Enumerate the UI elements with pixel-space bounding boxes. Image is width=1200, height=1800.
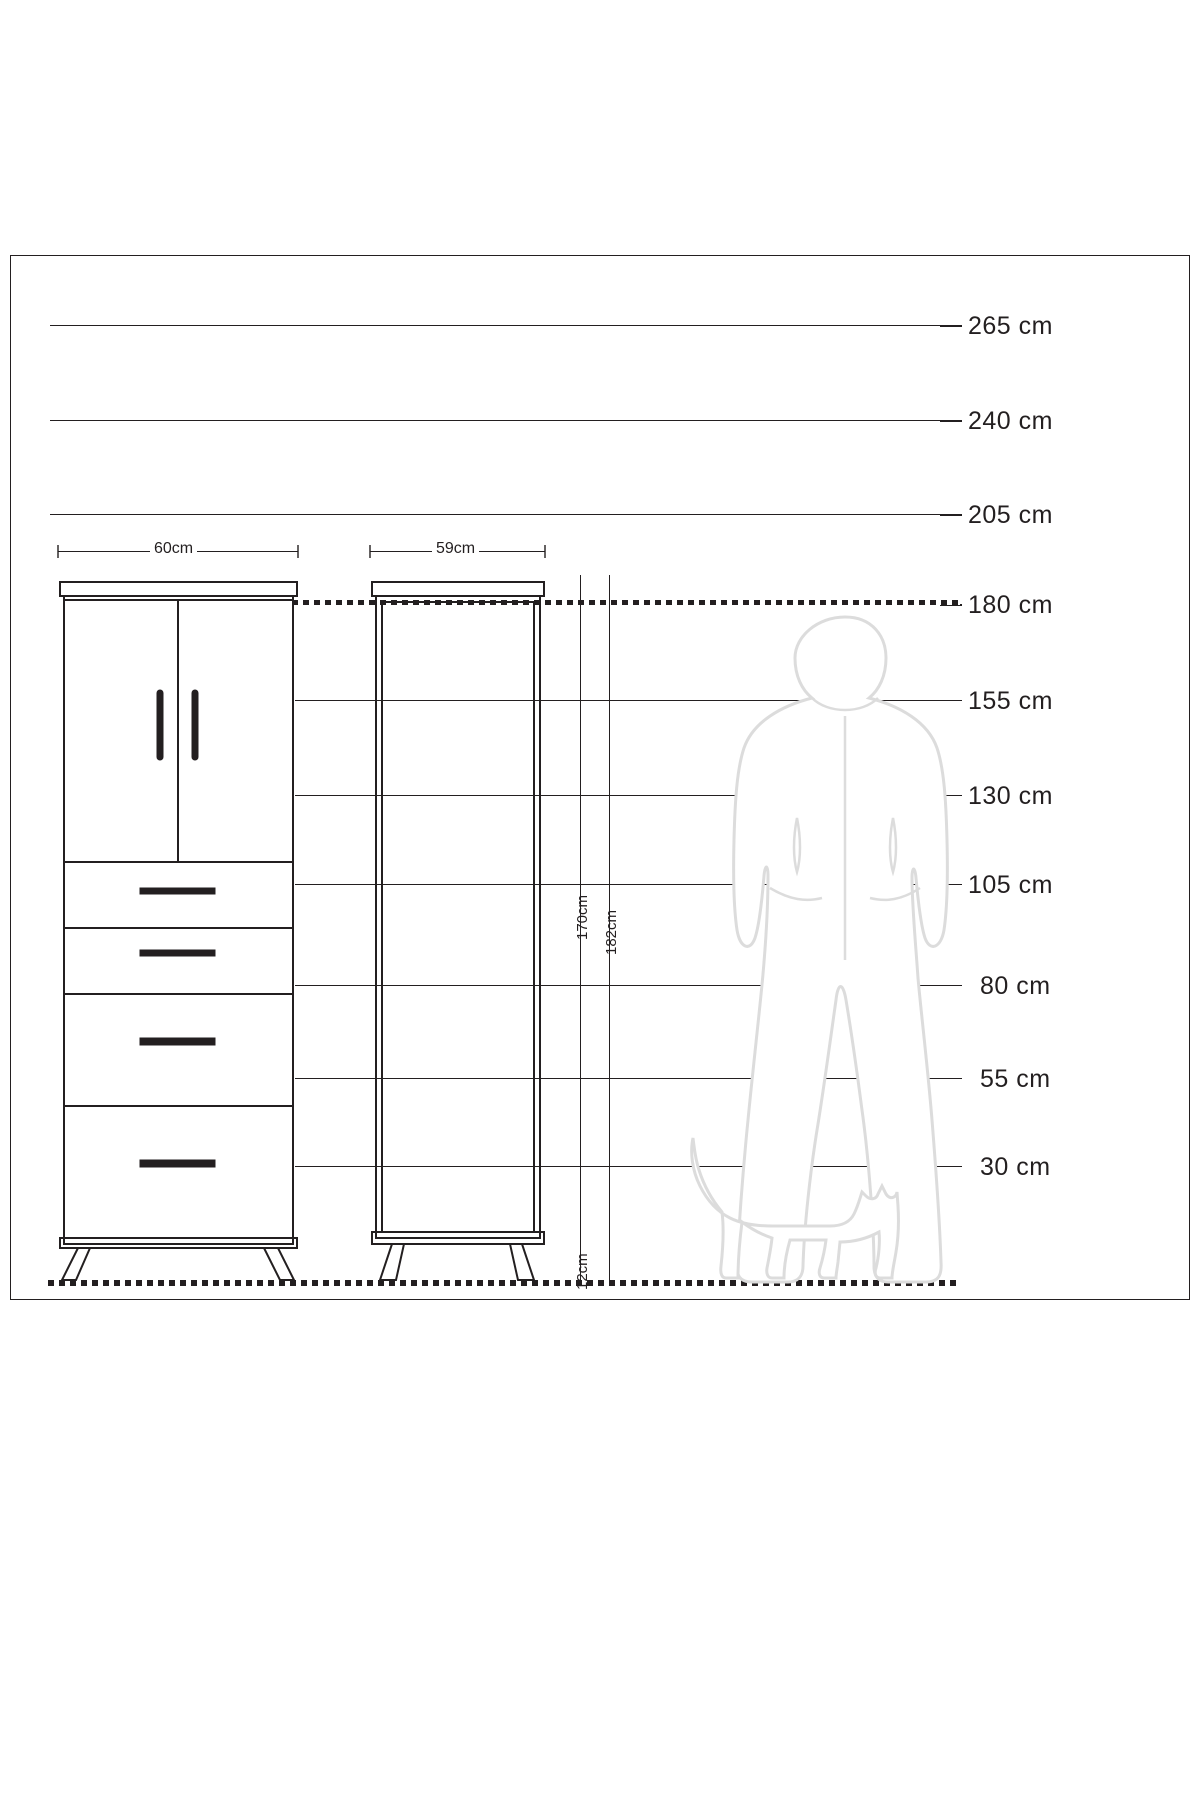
scale-label-55: 55 cm	[980, 1065, 1051, 1093]
vertical-dimension-label-170: 170cm	[574, 894, 591, 940]
reference-line-155	[295, 700, 962, 701]
scale-label-240: 240 cm	[968, 407, 1053, 435]
reference-line-240	[50, 420, 948, 421]
scale-label-155: 155 cm	[968, 687, 1053, 715]
reference-line-30	[295, 1166, 962, 1167]
scale-label-30: 30 cm	[980, 1153, 1051, 1181]
tick-205	[940, 514, 962, 516]
dashed-floor-line	[48, 1280, 960, 1286]
vertical-dimension-label-12: 12cm	[574, 1253, 591, 1290]
width-dimension-label-60: 60cm	[150, 540, 197, 558]
reference-line-80	[295, 985, 962, 986]
dashed-top-line	[292, 600, 960, 605]
reference-line-130	[295, 795, 962, 796]
scale-label-265: 265 cm	[968, 312, 1053, 340]
reference-line-105	[295, 884, 962, 885]
reference-line-55	[295, 1078, 962, 1079]
scale-label-80: 80 cm	[980, 972, 1051, 1000]
reference-line-265	[50, 325, 948, 326]
vertical-dimension-label-182: 182cm	[603, 909, 620, 955]
width-dimension-label-59: 59cm	[432, 540, 479, 558]
tick-265	[940, 325, 962, 327]
scale-label-180: 180 cm	[968, 591, 1053, 619]
scale-label-130: 130 cm	[968, 782, 1053, 810]
reference-line-205	[50, 514, 948, 515]
scale-label-105: 105 cm	[968, 871, 1053, 899]
scale-label-205: 205 cm	[968, 501, 1053, 529]
tick-240	[940, 420, 962, 422]
